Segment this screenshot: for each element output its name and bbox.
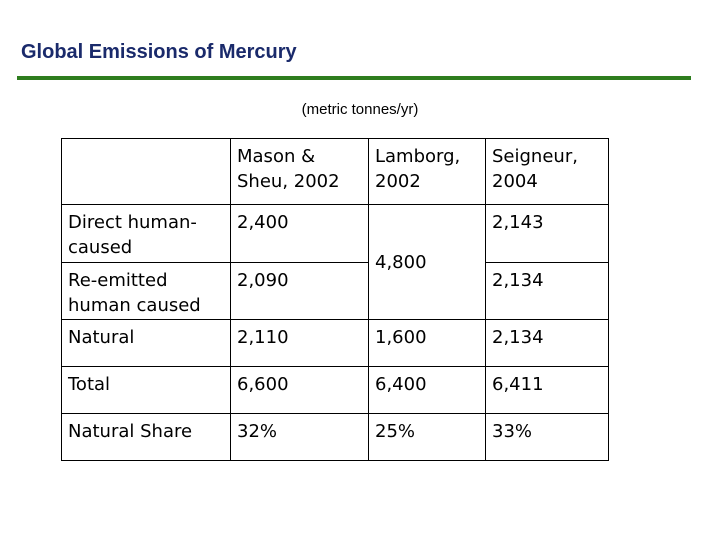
units-subtitle: (metric tonnes/yr) — [301, 101, 419, 118]
cell-seigneur: 2,143 — [486, 205, 609, 263]
table-row — [62, 414, 609, 461]
cell-lamborg: 4,800 — [369, 205, 486, 320]
header-mason-sheu: Mason & Sheu, 2002 — [231, 139, 369, 205]
cell-mason: 2,400 — [231, 205, 369, 263]
cell-seigneur: 6,411 — [486, 367, 609, 414]
cell-mason: 6,600 — [231, 367, 369, 414]
slide-title: Global Emissions of Mercury — [21, 41, 297, 63]
emissions-table — [61, 138, 609, 461]
cell-seigneur: 2,134 — [486, 320, 609, 367]
cell-mason: 32% — [231, 414, 369, 461]
header-row — [62, 139, 609, 205]
cell-lamborg: 25% — [369, 414, 486, 461]
title-underline — [17, 76, 691, 80]
table-row — [62, 367, 609, 414]
cell-mason: 2,090 — [231, 263, 369, 320]
cell-seigneur: 33% — [486, 414, 609, 461]
row-label: Natural — [62, 320, 231, 367]
cell-seigneur: 2,134 — [486, 263, 609, 320]
header-lamborg: Lamborg, 2002 — [369, 139, 486, 205]
cell-lamborg: 6,400 — [369, 367, 486, 414]
cell-mason: 2,110 — [231, 320, 369, 367]
header-cell-empty — [62, 139, 231, 205]
row-label: Re-emitted human caused — [62, 263, 231, 320]
row-label: Natural Share — [62, 414, 231, 461]
row-label: Direct human-caused — [62, 205, 231, 263]
row-label: Total — [62, 367, 231, 414]
cell-lamborg: 1,600 — [369, 320, 486, 367]
table-row — [62, 320, 609, 367]
table-row — [62, 205, 609, 263]
table-row — [62, 263, 609, 320]
header-seigneur: Seigneur, 2004 — [486, 139, 609, 205]
